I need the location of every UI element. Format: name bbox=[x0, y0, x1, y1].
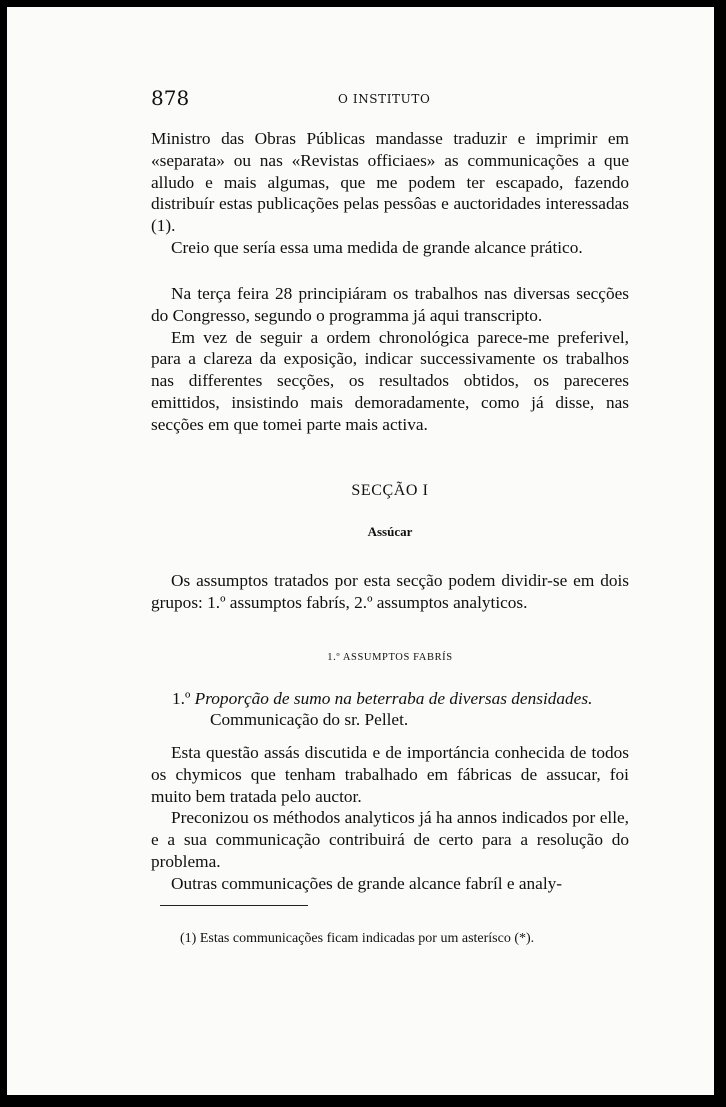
paragraph: Esta questão assás discutida e de importáncia conhecida de todos os chymicos que tenham trabalhado em fábricas de assucar, foi muito bem tratada pelo auctor. bbox=[151, 743, 629, 806]
item-number: 1.º bbox=[172, 689, 191, 708]
item-title: Proporção de sumo na beterraba de diversas densidades. bbox=[194, 689, 593, 708]
page-number: 878 bbox=[151, 86, 190, 110]
section-intro-block bbox=[151, 570, 629, 614]
page-header bbox=[151, 86, 629, 110]
text-block-bottom bbox=[151, 742, 629, 895]
group-title: 1.º ASSUMPTOS FABRÍS bbox=[327, 652, 453, 663]
paragraph: Preconizou os méthodos analyticos já ha annos indicados por elle, e a sua communicação contribuirá de certo para a resolução do problema. bbox=[151, 808, 629, 871]
item-heading bbox=[172, 688, 642, 730]
text-block-mid bbox=[151, 283, 629, 436]
section-intro: Os assumptos tratados por esta secção podem dividir-se em dois grupos: 1.º assumptos fabrís, 2.º assumptos analyticos. bbox=[151, 571, 629, 612]
footnote-rule bbox=[160, 905, 308, 906]
section-subtitle: Assúcar bbox=[367, 524, 413, 539]
paragraph: Na terça feira 28 principiáram os trabalhos nas diversas secções do Congresso, segundo o programma já aqui transcripto. bbox=[151, 284, 629, 325]
section-title: SECÇÃO I bbox=[351, 482, 429, 499]
running-title: O INSTITUTO bbox=[338, 92, 431, 106]
paragraph: Outras communicações de grande alcance fabríl e analy- bbox=[171, 873, 563, 893]
text-block-top bbox=[151, 128, 629, 259]
paragraph: Ministro das Obras Públicas mandasse traduzir e imprimir em «separata» ou nas «Revistas officiaes» as communicações a que alludo e mais algumas, que me podem ter escapado, fazendo distribuír estas publicações pelas pessôas e auctoridades interessadas (1). bbox=[151, 129, 629, 236]
item-subtitle: Communicação do sr. Pellet. bbox=[210, 710, 409, 729]
paragraph: Creio que sería essa uma medida de grande alcance prático. bbox=[171, 237, 583, 257]
paragraph: Em vez de seguir a ordem chronológica parece-me preferivel, para a clareza da exposição, indicar successivamente os trabalhos nas differentes secções, os resultados obtidos, os pareceres emittidos, insistindo mais demoradamente, como já disse, nas secções em que tomei parte mais activa. bbox=[151, 327, 629, 434]
footnote: (1) Estas communicações ficam indicadas por um asterísco (*). bbox=[180, 931, 535, 946]
